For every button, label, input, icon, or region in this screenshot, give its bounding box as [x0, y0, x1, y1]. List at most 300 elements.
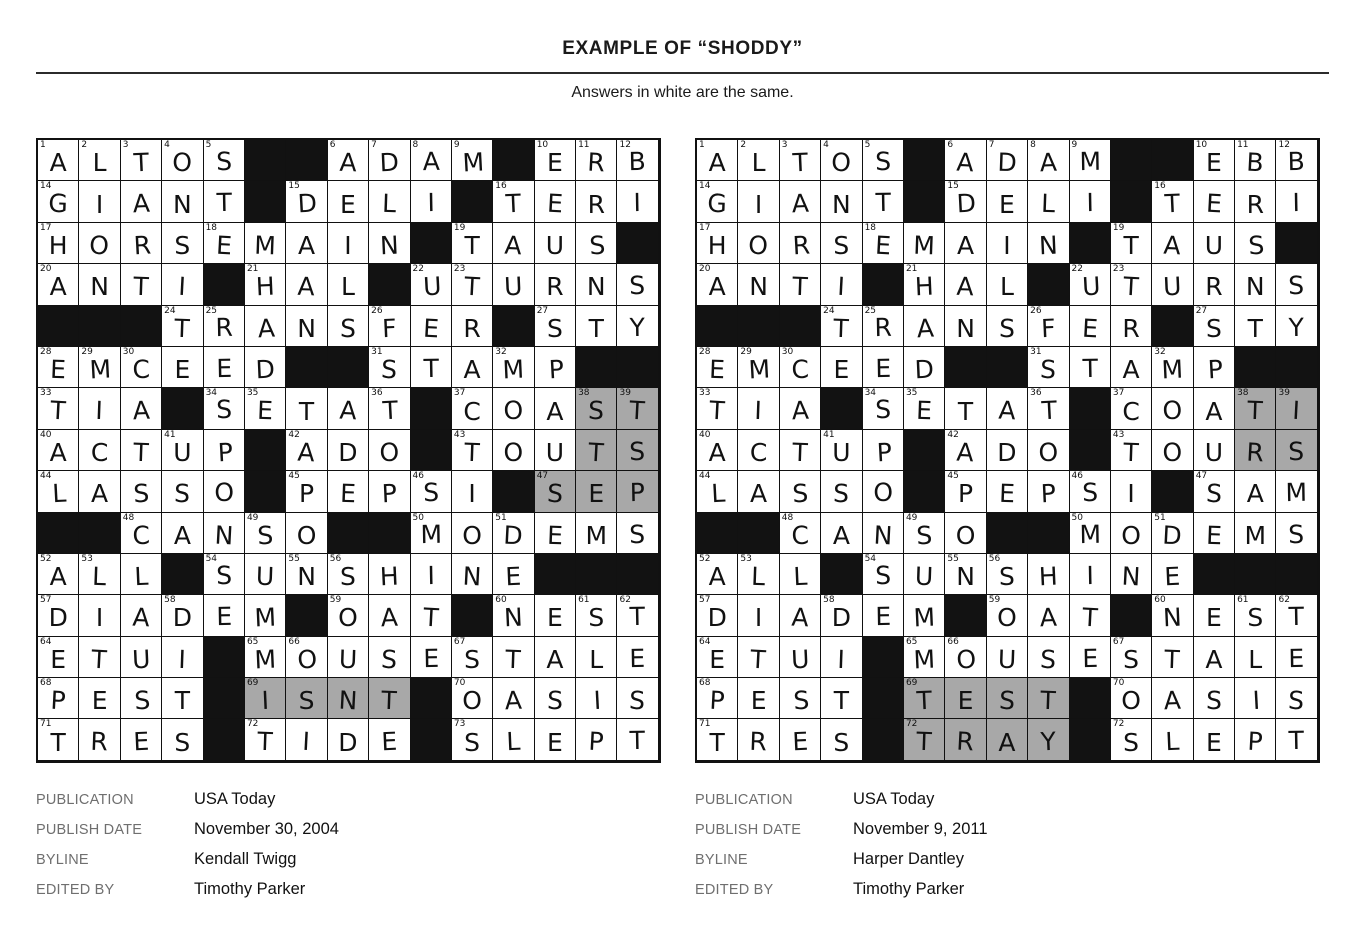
- grid-cell: [945, 140, 986, 181]
- grid-cell: [1070, 554, 1111, 595]
- cell-letter: S: [1205, 478, 1223, 509]
- cell-letter: B: [1287, 147, 1306, 177]
- grid-cell-block: [904, 181, 945, 222]
- cell-number: 52: [699, 553, 711, 564]
- grid-cell: [617, 140, 658, 181]
- meta-label-publish-date: PUBLISH DATE: [695, 822, 802, 838]
- cell-letter: D: [338, 727, 358, 757]
- cell-number: 68: [40, 678, 52, 689]
- grid-cell: [780, 513, 821, 554]
- grid-cell: [38, 595, 79, 636]
- grid-cell: [617, 306, 658, 347]
- cell-letter: S: [998, 685, 1016, 716]
- cell-letter: A: [463, 355, 481, 385]
- grid-cell: [121, 140, 162, 181]
- cell-letter: O: [171, 147, 193, 178]
- meta-row-publish-date: [36, 820, 339, 839]
- grid-cell: [1194, 223, 1235, 264]
- grid-cell-block: [1235, 554, 1276, 595]
- grid-cell-block: [617, 223, 658, 264]
- grid-cell: [1152, 637, 1193, 678]
- grid-cell-block: [411, 678, 452, 719]
- cell-letter: D: [997, 437, 1017, 467]
- grid-cell: [121, 513, 162, 554]
- meta-row-publication: [695, 790, 988, 809]
- cell-letter: L: [1040, 189, 1056, 219]
- cell-letter: C: [749, 437, 768, 467]
- cell-letter: O: [748, 230, 769, 261]
- cell-letter: S: [833, 230, 850, 260]
- grid-cell: [1111, 554, 1152, 595]
- cell-letter: M: [419, 519, 442, 549]
- cell-number: 15: [947, 181, 959, 192]
- grid-cell: [1028, 595, 1069, 636]
- grid-cell: [1276, 181, 1317, 222]
- cell-letter: E: [422, 643, 439, 674]
- cell-letter: E: [215, 602, 232, 632]
- grid-cell: [738, 471, 779, 512]
- cell-letter: E: [215, 354, 232, 384]
- grid-cell: [904, 264, 945, 305]
- cell-letter: I: [95, 396, 104, 426]
- grid-cell-block: [863, 637, 904, 678]
- grid-cell-block: [411, 223, 452, 264]
- grid-cell: [904, 637, 945, 678]
- grid-cell: [780, 637, 821, 678]
- cell-number: 45: [288, 471, 300, 482]
- cell-letter: T: [1122, 437, 1140, 468]
- grid-cell: [411, 595, 452, 636]
- grid-cell: [945, 513, 986, 554]
- cell-number: 40: [699, 429, 711, 440]
- cell-number: 53: [740, 553, 752, 564]
- grid-cell: [904, 554, 945, 595]
- cell-letter: E: [873, 230, 892, 261]
- grid-cell: [697, 678, 738, 719]
- cell-letter: T: [791, 272, 809, 302]
- cell-letter: R: [1246, 189, 1264, 219]
- cell-letter: S: [422, 478, 439, 508]
- cell-letter: M: [89, 354, 113, 385]
- grid-cell: [617, 471, 658, 512]
- cell-letter: A: [546, 396, 564, 426]
- cell-letter: E: [791, 727, 809, 757]
- grid-cell: [535, 637, 576, 678]
- cell-letter: S: [792, 685, 810, 716]
- cell-letter: E: [874, 354, 891, 384]
- cell-letter: O: [89, 230, 110, 261]
- cell-number: 30: [781, 346, 794, 357]
- cell-letter: T: [1081, 354, 1098, 384]
- cell-letter: A: [297, 230, 316, 260]
- cell-letter: S: [215, 395, 232, 425]
- cell-letter: D: [379, 147, 400, 178]
- grid-cell: [1276, 264, 1317, 305]
- cell-letter: S: [1288, 436, 1305, 467]
- grid-cell: [1152, 347, 1193, 388]
- grid-cell: [286, 554, 327, 595]
- grid-cell: [1028, 471, 1069, 512]
- cell-number: 26: [371, 305, 383, 316]
- cell-number: 55: [947, 553, 959, 564]
- cell-letter: L: [381, 189, 397, 219]
- grid-cell: [493, 719, 534, 760]
- grid-cell: [1070, 140, 1111, 181]
- cell-number: 34: [864, 388, 877, 399]
- cell-letter: O: [830, 147, 852, 178]
- grid-cell-block: [821, 554, 862, 595]
- cell-letter: A: [91, 479, 109, 509]
- cell-number: 27: [536, 305, 549, 316]
- grid-cell: [697, 430, 738, 471]
- cell-letter: M: [1078, 519, 1101, 549]
- cell-letter: A: [1039, 147, 1058, 178]
- cell-letter: A: [997, 396, 1017, 426]
- cell-number: 19: [453, 222, 466, 233]
- cell-letter: A: [1163, 685, 1182, 716]
- cell-letter: A: [790, 189, 810, 219]
- cell-letter: E: [546, 727, 563, 757]
- cell-letter: O: [1162, 396, 1184, 426]
- cell-letter: T: [587, 437, 605, 468]
- cell-letter: U: [1080, 271, 1101, 302]
- grid-cell: [738, 264, 779, 305]
- cell-number: 67: [1112, 636, 1125, 647]
- cell-letter: S: [215, 560, 232, 591]
- grid-cell: [1111, 388, 1152, 429]
- cell-number: 59: [988, 595, 1001, 606]
- cell-letter: S: [1205, 313, 1222, 343]
- cell-number: 71: [40, 719, 52, 730]
- cell-number: 65: [905, 636, 918, 647]
- grid-cell: [780, 678, 821, 719]
- grid-cell: [1152, 678, 1193, 719]
- cell-number: 3: [122, 140, 129, 150]
- grid-cell: [452, 513, 493, 554]
- grid-cell: [1111, 513, 1152, 554]
- cell-number: 11: [578, 140, 590, 150]
- grid-cell: [493, 678, 534, 719]
- grid-cell: [863, 223, 904, 264]
- cell-letter: T: [91, 644, 108, 675]
- cell-number: 10: [536, 140, 549, 150]
- cell-letter: R: [749, 727, 768, 757]
- cell-letter: I: [633, 188, 642, 218]
- grid-cell-block: [821, 388, 862, 429]
- cell-letter: O: [462, 686, 482, 716]
- grid-cell: [452, 347, 493, 388]
- cell-letter: C: [131, 354, 151, 385]
- grid-cell: [863, 347, 904, 388]
- cell-number: 14: [699, 181, 711, 192]
- cell-letter: E: [214, 230, 233, 261]
- grid-cell: [369, 678, 410, 719]
- grid-cell: [1070, 471, 1111, 512]
- cell-letter: P: [299, 479, 315, 509]
- grid-cell: [780, 719, 821, 760]
- grid-cell: [286, 264, 327, 305]
- grid-cell: [904, 678, 945, 719]
- grid-cell: [121, 181, 162, 222]
- grid-cell: [204, 140, 245, 181]
- grid-cell: [328, 388, 369, 429]
- grid-cell: [904, 513, 945, 554]
- grid-cell-block: [493, 306, 534, 347]
- cell-number: 31: [371, 346, 383, 357]
- grid-cell: [863, 181, 904, 222]
- title-divider: [36, 72, 1329, 74]
- grid-cell-block: [328, 513, 369, 554]
- meta-row-edited-by: [695, 880, 988, 899]
- grid-cell: [38, 140, 79, 181]
- grid-cell: [1070, 513, 1111, 554]
- cell-letter: S: [1205, 685, 1223, 716]
- grid-cell-block: [1152, 140, 1193, 181]
- cell-number: 72: [1112, 719, 1125, 730]
- grid-cell: [821, 719, 862, 760]
- cell-letter: R: [214, 312, 233, 342]
- grid-cell: [162, 223, 203, 264]
- cell-letter: A: [750, 479, 768, 509]
- grid-cell: [369, 388, 410, 429]
- cell-letter: N: [213, 520, 234, 551]
- cell-letter: E: [999, 189, 1015, 219]
- cell-letter: S: [380, 644, 398, 675]
- cell-letter: T: [915, 727, 933, 757]
- cell-number: 4: [823, 140, 829, 150]
- cell-letter: I: [1292, 188, 1301, 218]
- grid-cell: [38, 554, 79, 595]
- grid-cell: [162, 595, 203, 636]
- grid-cell: [1194, 513, 1235, 554]
- grid-cell: [1194, 181, 1235, 222]
- cell-letter: N: [173, 189, 192, 219]
- cell-letter: H: [48, 230, 68, 260]
- page-title: EXAMPLE OF “SHODDY”: [562, 38, 803, 59]
- cell-letter: E: [546, 603, 563, 633]
- cell-letter: E: [1080, 313, 1099, 344]
- cell-letter: S: [588, 230, 607, 261]
- grid-cell-block: [411, 430, 452, 471]
- grid-cell: [38, 388, 79, 429]
- grid-cell: [535, 719, 576, 760]
- grid-cell: [79, 264, 120, 305]
- grid-cell-block: [328, 347, 369, 388]
- cell-letter: T: [1247, 313, 1263, 343]
- cell-letter: S: [1039, 354, 1057, 385]
- grid-cell: [452, 306, 493, 347]
- cell-number: 20: [40, 264, 52, 275]
- cell-number: 33: [699, 388, 711, 399]
- cell-letter: I: [1085, 188, 1094, 218]
- cell-letter: T: [505, 189, 522, 219]
- cell-number: 51: [1154, 512, 1166, 523]
- cell-letter: M: [1078, 147, 1101, 177]
- cell-letter: G: [706, 189, 728, 219]
- cell-letter: M: [585, 520, 608, 550]
- grid-cell: [245, 513, 286, 554]
- meta-label-byline: BYLINE: [36, 852, 89, 868]
- cell-letter: A: [708, 562, 726, 592]
- grid-cell: [535, 264, 576, 305]
- grid-cell: [493, 595, 534, 636]
- cell-letter: E: [1205, 520, 1223, 550]
- grid-cell: [1111, 471, 1152, 512]
- grid-cell: [535, 678, 576, 719]
- grid-cell: [493, 554, 534, 595]
- grid-cell: [245, 347, 286, 388]
- cell-letter: A: [297, 437, 316, 468]
- cell-letter: T: [215, 188, 232, 218]
- grid-cell: [328, 306, 369, 347]
- grid-cell: [738, 223, 779, 264]
- grid-cell-block: [245, 471, 286, 512]
- cell-number: 46: [412, 471, 424, 482]
- grid-cell-block: [1276, 347, 1317, 388]
- cell-number: 45: [947, 471, 959, 482]
- grid-cell: [328, 554, 369, 595]
- grid-cell: [863, 471, 904, 512]
- grid-cell-block: [1070, 223, 1111, 264]
- grid-cell: [79, 140, 120, 181]
- cell-number: 65: [246, 636, 259, 647]
- cell-letter: O: [296, 520, 317, 550]
- grid-cell: [576, 595, 617, 636]
- cell-letter: I: [95, 603, 104, 633]
- cell-letter: E: [1081, 643, 1098, 674]
- cell-letter: F: [1040, 313, 1057, 344]
- cell-number: 23: [1112, 264, 1125, 275]
- cell-letter: A: [131, 603, 151, 633]
- cell-letter: A: [1205, 644, 1223, 674]
- grid-cell: [697, 471, 738, 512]
- cell-number: 17: [40, 222, 52, 233]
- cell-letter: E: [174, 355, 191, 385]
- grid-cell: [328, 181, 369, 222]
- grid-cell: [738, 637, 779, 678]
- grid-cell: [1194, 264, 1235, 305]
- grid-cell: [1235, 637, 1276, 678]
- cell-letter: S: [339, 313, 357, 344]
- grid-cell: [576, 223, 617, 264]
- grid-cell: [79, 430, 120, 471]
- meta-label-edited-by: EDITED BY: [695, 882, 774, 898]
- grid-cell: [452, 719, 493, 760]
- grid-cells-right: [695, 138, 1320, 763]
- cell-letter: I: [1127, 479, 1135, 509]
- cell-number: 43: [453, 429, 466, 440]
- grid-cell: [1111, 719, 1152, 760]
- grid-cell: [1276, 678, 1317, 719]
- grid-cell: [38, 678, 79, 719]
- cell-number: 62: [1278, 595, 1290, 606]
- grid-cell-block: [38, 513, 79, 554]
- cell-number: 19: [1112, 222, 1125, 233]
- grid-cell: [121, 430, 162, 471]
- cell-letter: N: [872, 520, 893, 551]
- grid-cell: [369, 471, 410, 512]
- grid-cell: [617, 181, 658, 222]
- cell-letter: S: [298, 686, 315, 716]
- cell-number: 29: [740, 346, 752, 357]
- grid-cell: [738, 140, 779, 181]
- grid-cell: [38, 264, 79, 305]
- grid-cell-block: [535, 554, 576, 595]
- cell-letter: A: [546, 644, 564, 674]
- cell-letter: T: [833, 686, 849, 716]
- cell-letter: I: [837, 644, 846, 674]
- grid-cell: [987, 181, 1028, 222]
- cell-letter: D: [831, 603, 851, 633]
- cell-number: 58: [164, 595, 176, 606]
- cell-number: 44: [699, 471, 711, 482]
- grid-cell: [904, 223, 945, 264]
- grid-cell: [863, 388, 904, 429]
- grid-cell: [780, 388, 821, 429]
- cell-letter: T: [50, 727, 66, 757]
- grid-cell: [38, 719, 79, 760]
- cell-letter: A: [1246, 479, 1264, 509]
- cell-letter: E: [629, 643, 646, 674]
- grid-cell: [1235, 719, 1276, 760]
- grid-cell: [162, 430, 203, 471]
- cell-number: 44: [40, 471, 52, 482]
- metadata-left: [36, 790, 339, 910]
- cell-letter: A: [708, 437, 726, 467]
- grid-cell: [821, 140, 862, 181]
- cell-number: 6: [947, 140, 954, 150]
- grid-cell: [987, 388, 1028, 429]
- cell-letter: S: [998, 562, 1015, 592]
- cell-letter: N: [1038, 230, 1059, 261]
- grid-cell: [780, 264, 821, 305]
- cell-letter: U: [1162, 271, 1183, 302]
- cell-letter: S: [380, 354, 398, 385]
- cell-number: 64: [40, 636, 52, 647]
- grid-cell: [576, 471, 617, 512]
- cell-letter: A: [421, 147, 440, 177]
- grid-cell: [617, 513, 658, 554]
- cell-letter: M: [1161, 354, 1185, 385]
- cell-letter: S: [132, 478, 150, 509]
- grid-cell: [535, 471, 576, 512]
- grid-cell-block: [987, 347, 1028, 388]
- cell-number: 52: [40, 553, 52, 564]
- cell-letter: O: [462, 520, 482, 550]
- grid-cell: [38, 347, 79, 388]
- grid-cell: [1070, 347, 1111, 388]
- cell-letter: T: [382, 396, 399, 426]
- cell-letter: S: [1287, 685, 1306, 716]
- grid-cell: [1235, 388, 1276, 429]
- grid-cell: [1028, 388, 1069, 429]
- cell-letter: P: [708, 685, 726, 716]
- cell-letter: D: [338, 437, 358, 467]
- grid-cell: [1276, 595, 1317, 636]
- cell-letter: S: [215, 147, 232, 177]
- cell-letter: R: [546, 272, 564, 302]
- cell-letter: S: [874, 147, 891, 177]
- cell-letter: O: [213, 478, 234, 508]
- grid-cell: [286, 430, 327, 471]
- cell-letter: N: [297, 313, 316, 343]
- cell-letter: S: [1039, 644, 1057, 675]
- grid-cell-block: [738, 513, 779, 554]
- cell-number: 22: [1071, 264, 1083, 275]
- cell-letter: M: [912, 230, 936, 261]
- cell-number: 24: [823, 305, 835, 316]
- cell-letter: I: [1292, 396, 1301, 426]
